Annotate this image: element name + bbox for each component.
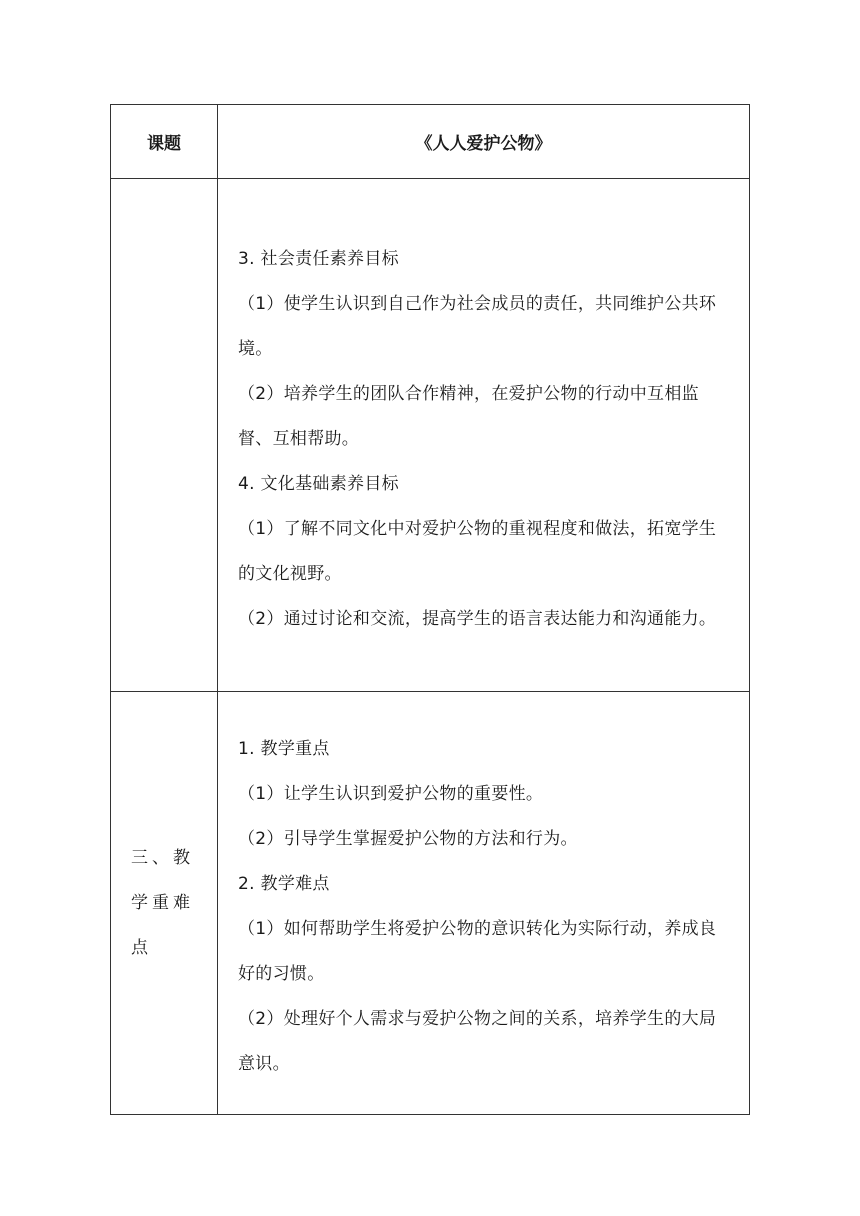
- goal-item: （2）培养学生的团队合作精神，在爱护公物的行动中互相监督、互相帮助。: [238, 383, 699, 449]
- section-literacy-goals-row: [111, 179, 750, 692]
- goal-item: （1）了解不同文化中对爱护公物的重视程度和做法，拓宽学生的文化视野。: [238, 518, 717, 584]
- section-literacy-goals-label: [111, 179, 218, 692]
- section-key-difficult-points-label: 三、教学重难点: [111, 692, 218, 1115]
- section-key-difficult-points-content: [218, 692, 750, 1115]
- goal-item: （1）使学生认识到自己作为社会成员的责任，共同维护公共环境。: [238, 293, 717, 359]
- key-point-item: （2）引导学生掌握爱护公物的方法和行为。: [238, 829, 578, 849]
- difficult-point-item: （2）处理好个人需求与爱护公物之间的关系，培养学生的大局意识。: [238, 1009, 717, 1074]
- key-points-heading: 1. 教学重点: [238, 739, 330, 759]
- lesson-plan-table: [110, 104, 750, 1115]
- lesson-title: 《人人爱护公物》: [218, 105, 750, 179]
- header-label-cell: 课题: [111, 105, 218, 179]
- goal-item: （2）通过讨论和交流，提高学生的语言表达能力和沟通能力。: [238, 608, 717, 629]
- goal-heading-social-responsibility: 3. 社会责任素养目标: [238, 248, 399, 269]
- header-row: [111, 105, 750, 179]
- section-literacy-goals-content: [218, 179, 750, 692]
- difficult-point-item: （1）如何帮助学生将爱护公物的意识转化为实际行动，养成良好的习惯。: [238, 919, 717, 984]
- difficult-points-heading: 2. 教学难点: [238, 874, 330, 894]
- section-key-difficult-points-row: [111, 692, 750, 1115]
- goal-heading-cultural-foundation: 4. 文化基础素养目标: [238, 473, 399, 494]
- key-point-item: （1）让学生认识到爱护公物的重要性。: [238, 784, 544, 804]
